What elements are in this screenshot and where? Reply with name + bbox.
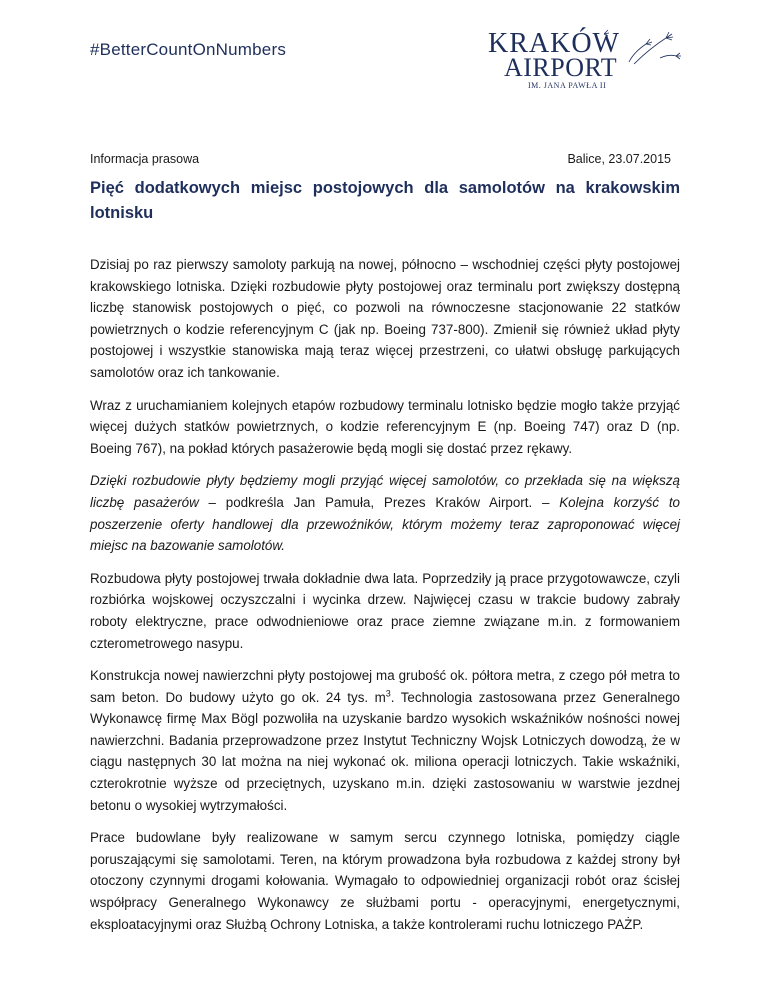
paragraph-1: Dzisiaj po raz pierwszy samoloty parkują na nowej, północno – wschodniej części płyty postojowej krakowskiego lotniska. Dzięki rozbudowie płyty postojowej oraz terminalu port zwiększy dostępną liczbę stanowisk postojowych o pięć, co pozwoli na równoczesne stacjonowanie 22 statków powietrznych o kodzie referencyjnym C (jak np. Boeing 737-800). Zmienił się również układ płyty postojowej i wszystkie stanowiska mają teraz więcej przestrzeni, co ułatwi obsługę parkujących samolotów oraz ich tankowanie.	[90, 257, 680, 380]
paragraph-5	[90, 665, 680, 816]
paragraph-5-b: . Technologia zastosowana przez Generalnego Wykonawcę firmę Max Bögl pozwoliła na uzyskanie bardzo wysokich wskaźników nośności nowej nawierzchni. Badania przeprowadzone przez Instytut Techniczny Wojsk Lotniczych dowodzą, że w ciągu następnych 30 lat można na niej wykonać ok. miliona operacji lotniczych. Takie wskaźniki, czterokrotnie wyższe od przeciętnych, uzyskano m.in. dzięki zastosowaniu w warstwie jezdnej betonu o wysokiej wytrzymałości.	[90, 689, 680, 813]
paragraph-3	[90, 470, 680, 556]
paragraph-4: Rozbudowa płyty postojowej trwała dokładnie dwa lata. Poprzedziły ją prace przygotowawcze, czyli rozbiórka wojskowej oczyszczalni i wycinka drzew. Najwięcej czasu w trakcie budowy zabrały roboty elektryczne, prace odwodnieniowe oraz prace ziemne związane m.in. z formowaniem czterometrowego nasypu.	[90, 570, 680, 651]
quote-2: Kolejna korzyść to poszerzenie oferty handlowej dla przewoźników, którym możemy teraz zaproponować więcej miejsc na bazowanie samolotów.	[90, 494, 680, 554]
paragraph-6: Prace budowlane były realizowane w samym sercu czynnego lotniska, pomiędzy ciągle poruszającymi się samolotami. Teren, na którym prowadzona była rozbudowa z każdej strony był otoczony czynnymi drogami kołowania. Wymagało to odpowiedniej organizacji robót oraz ścisłej współpracy Generalnego Wykonawcy ze służbami portu - operacyjnymi, energetycznymi, eksploatacyjnymi oraz Służbą Ochrony Lotniska, a także kontrolerami ruchu lotniczego PAŻP.	[90, 830, 680, 932]
logo-line3: IM. JANA PAWŁA II	[528, 81, 607, 90]
page-title: Pięć dodatkowych miejsc postojowych dla samolotów na krakowskim lotnisku	[90, 179, 680, 222]
superscript-3: 3	[385, 688, 391, 699]
logo-line1: KRAKÓW	[488, 28, 620, 59]
quote-1: Dzięki rozbudowie płyty będziemy mogli przyjąć więcej samolotów, co przekłada się na większą liczbę pasażerów	[90, 473, 680, 510]
hashtag: #BetterCountOnNumbers	[90, 40, 287, 59]
meta-row	[90, 152, 671, 166]
date-location: Balice, 23.07.2015	[567, 152, 671, 166]
paragraph-2: Wraz z uruchamianiem kolejnych etapów rozbudowy terminalu lotnisko będzie mogło także przyjąć więcej dużych statków powietrznych, o kodzie referencyjnym E (np. Boeing 747) oraz D (np. Boeing 767), na pokład których pasażerowie będą mogli się dostać przez rękawy.	[90, 397, 680, 456]
krakow-airport-logo	[484, 24, 684, 94]
press-release-label: Informacja prasowa	[90, 152, 200, 166]
article-body	[90, 254, 680, 946]
logo-line2: AIRPORT	[504, 53, 618, 82]
quote-attribution: – podkreśla Jan Pamuła, Prezes Kraków Airport. –	[198, 494, 560, 510]
paragraph-5-a: Konstrukcja nowej nawierzchni płyty postojowej ma grubość ok. półtora metra, z czego pół metra to sam beton. Do budowy użyto go ok. 24 tys. m	[90, 668, 680, 705]
